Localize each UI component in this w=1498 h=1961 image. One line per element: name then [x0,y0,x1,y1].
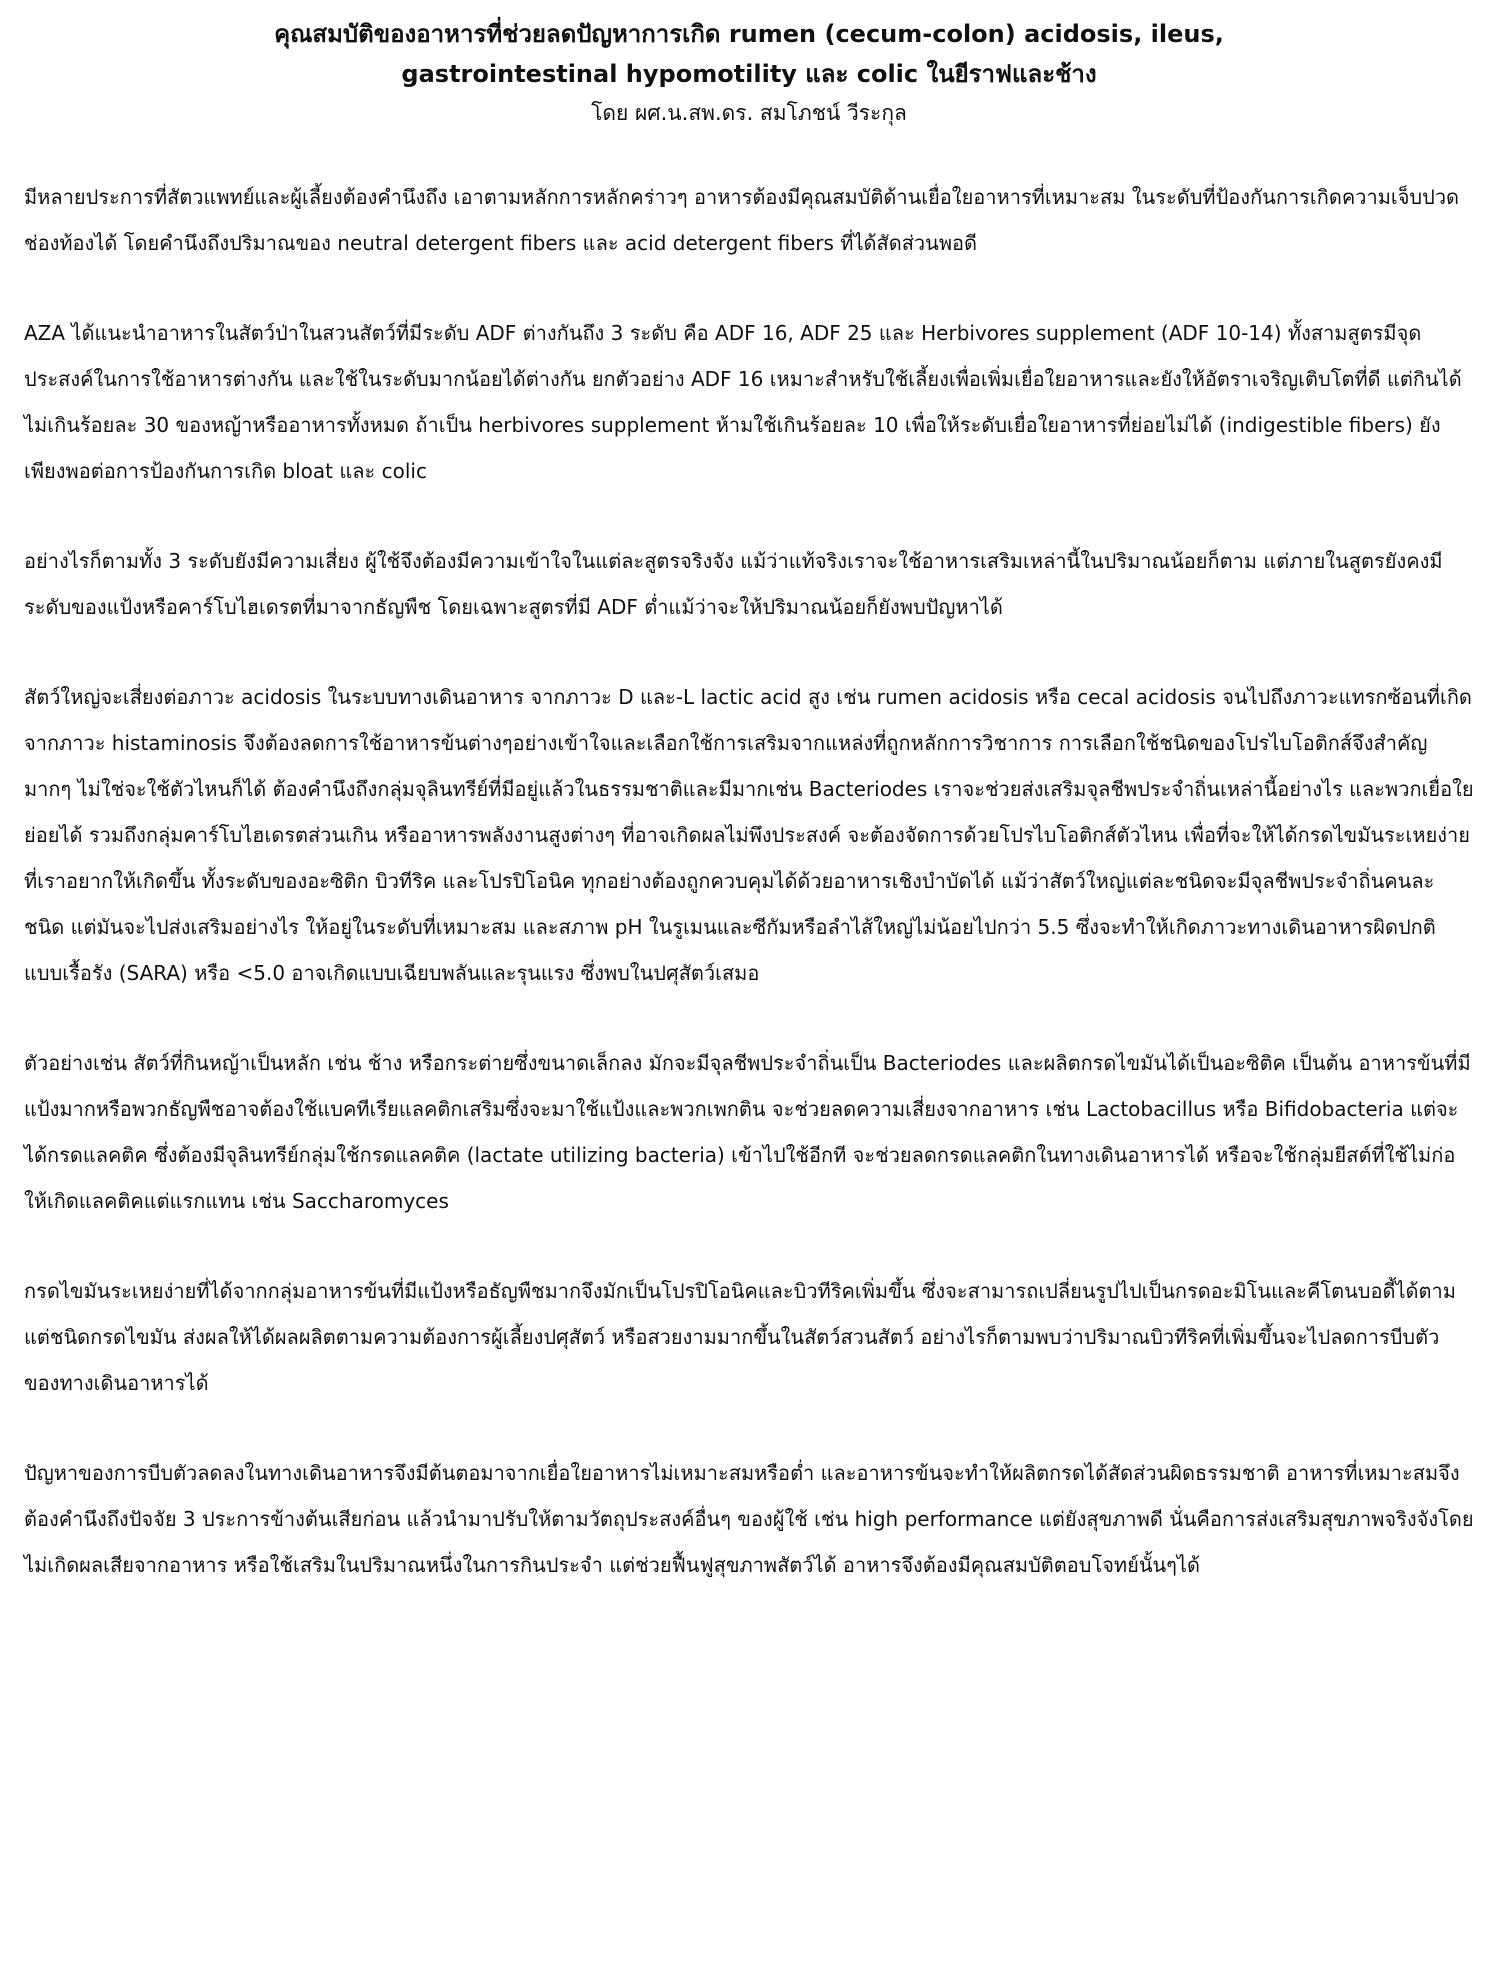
title-line-2: gastrointestinal hypomotility และ colic ในยีราฟและช้าง [401,60,1097,88]
paragraph-3: อย่างไรก็ตามทั้ง 3 ระดับยังมีความเสี่ยง ผู้ใช้จึงต้องมีความเข้าใจในแต่ละสูตรจริงจัง แม้ว่าแท้จริงเราจะใช้อาหารเสริมเหล่านี้ในปริมาณน้อยก็ตาม แต่ภายในสูตรยังคงมีระดับของแป้งหรือคาร์โบไฮเดรตที่มาจากธัญพืช โดยเฉพาะสูตรที่มี ADF ต่ำแม้ว่าจะให้ปริมาณน้อยก็ยังพบปัญหาได้ [24,549,1443,619]
document-body [24,174,1474,1588]
author-byline: โดย ผศ.น.สพ.ดร. สมโภชน์ วีระกุล [591,101,907,125]
document-header [24,14,1474,130]
paragraph-1: มีหลายประการที่สัตวแพทย์และผู้เลี้ยงต้องคำนึงถึง เอาตามหลักการหลักคร่าวๆ อาหารต้องมีคุณสมบัติด้านเยื่อใยอาหารที่เหมาะสม ในระดับที่ป้องกันการเกิดความเจ็บปวดช่องท้องได้ โดยคำนึงถึงปริมาณของ neutral detergent fibers และ acid detergent fibers ที่ได้สัดส่วนพอดี [24,185,1460,255]
paragraph-7: ปัญหาของการบีบตัวลดลงในทางเดินอาหารจึงมีต้นตอมาจากเยื่อใยอาหารไม่เหมาะสมหรือต่ำ และอาหารข้นจะทำให้ผลิตกรดได้สัดส่วนผิดธรรมชาติ อาหารที่เหมาะสมจึงต้องคำนึงถึงปัจจัย 3 ประการข้างต้นเสียก่อน แล้วนำมาปรับให้ตามวัตถุประสงค์อื่นๆ ของผู้ใช้ เช่น high performance แต่ยังสุขภาพดี นั่นคือการส่งเสริมสุขภาพจริงจังโดยไม่เกิดผลเสียจากอาหาร หรือใช้เสริมในปริมาณหนึ่งในการกินประจำ แต่ช่วยฟื้นฟูสุขภาพสัตว์ได้ อาหารจึงต้องมีคุณสมบัติตอบโจทย์นั้นๆได้ [24,1461,1474,1577]
paragraph-6: กรดไขมันระเหยง่ายที่ได้จากกลุ่มอาหารข้นที่มีแป้งหรือธัญพืชมากจึงมักเป็นโปรปิโอนิคและบิวทีริคเพิ่มขึ้น ซึ่งจะสามารถเปลี่ยนรูปไปเป็นกรดอะมิโนและคีโตนบอดี้ได้ตามแต่ชนิดกรดไขมัน ส่งผลให้ได้ผลผลิตตามความต้องการผู้เลี้ยงปศุสัตว์ หรือสวยงามมากขึ้นในสัตว์สวนสัตว์ อย่างไรก็ตามพบว่าปริมาณบิวทีริคที่เพิ่มขึ้นจะไปลดการบีบตัวของทางเดินอาหารได้ [24,1279,1456,1395]
title-line-1: คุณสมบัติของอาหารที่ช่วยลดปัญหาการเกิด rumen (cecum-colon) acidosis, ileus, [274,20,1224,48]
paragraph-4: สัตว์ใหญ่จะเสี่ยงต่อภาวะ acidosis ในระบบทางเดินอาหาร จากภาวะ D และ-L lactic acid สูง เช่น rumen acidosis หรือ cecal acidosis จนไปถึงภาวะแทรกซ้อนที่เกิดจากภาวะ histaminosis จึงต้องลดการใช้อาหารข้นต่างๆอย่างเข้าใจและเลือกใช้การเสริมจากแหล่งที่ถูกหลักการวิชาการ การเลือกใช้ชนิดของโปรไบโอติกส์จึงสำคัญมากๆ ไม่ใช่จะใช้ตัวไหนก็ได้ ต้องคำนึงถึงกลุ่มจุลินทรีย์ที่มีอยู่แล้วในธรรมชาติและมีมากเช่น Bacteriodes เราจะช่วยส่งเสริมจุลชีพประจำถิ่นเหล่านี้อย่างไร และพวกเยื่อใยย่อยได้ รวมถึงกลุ่มคาร์โบไฮเดรตส่วนเกิน หรืออาหารพลังงานสูงต่างๆ ที่อาจเกิดผลไม่พึงประสงค์ จะต้องจัดการด้วยโปรไบโอติกส์ตัวไหน เพื่อที่จะให้ได้กรดไขมันระเหยง่ายที่เราอยากให้เกิดขึ้น ทั้งระดับของอะซิติก บิวทีริค และโปรปิโอนิค ทุกอย่างต้องถูกควบคุมได้ด้วยอาหารเชิงบำบัดได้ แม้ว่าสัตว์ใหญ่แต่ละชนิดจะมีจุลชีพประจำถิ่นคนละชนิด แต่มันจะไปส่งเสริมอย่างไร ให้อยู่ในระดับที่เหมาะสม และสภาพ pH ในรูเมนและซีกัมหรือลำไส้ใหญ่ไม่น้อยไปกว่า 5.5 ซึ่งจะทำให้เกิดภาวะทางเดินอาหารผิดปกติแบบเรื้อรัง (SARA) หรือ <5.0 อาจเกิดแบบเฉียบพลันและรุนแรง ซึ่งพบในปศุสัตว์เสมอ [24,685,1474,985]
paragraph-5: ตัวอย่างเช่น สัตว์ที่กินหญ้าเป็นหลัก เช่น ช้าง หรือกระต่ายซึ่งขนาดเล็กลง มักจะมีจุลชีพประจำถิ่นเป็น Bacteriodes และผลิตกรดไขมันได้เป็นอะซิติค เป็นต้น อาหารข้นที่มีแป้งมากหรือพวกธัญพืชอาจต้องใช้แบคทีเรียแลคติกเสริมซึ่งจะมาใช้แป้งและพวกเพกติน จะช่วยลดความเสี่ยงจากอาหาร เช่น Lactobacillus หรือ Bifidobacteria แต่จะได้กรดแลคติค ซึ่งต้องมีจุลินทรีย์กลุ่มใช้กรดแลคติค (lactate utilizing bacteria) เข้าไปใช้อีกที จะช่วยลดกรดแลคติกในทางเดินอาหารได้ หรือจะใช้กลุ่มยีสต์ที่ใช้ไม่ก่อให้เกิดแลคติคแต่แรกแทน เช่น Saccharomyces [24,1051,1471,1213]
paragraph-2: AZA ได้แนะนำอาหารในสัตว์ป่าในสวนสัตว์ที่มีระดับ ADF ต่างกันถึง 3 ระดับ คือ ADF 16, ADF 25 และ Herbivores supplement (ADF 10-14) ทั้งสามสูตรมีจุดประสงค์ในการใช้อาหารต่างกัน และใช้ในระดับมากน้อยได้ต่างกัน ยกตัวอย่าง ADF 16 เหมาะสำหรับใช้เลี้ยงเพื่อเพิ่มเยื่อใยอาหารและยังให้อัตราเจริญเติบโตที่ดี แต่กินได้ไม่เกินร้อยละ 30 ของหญ้าหรืออาหารทั้งหมด ถ้าเป็น herbivores supplement ห้ามใช้เกินร้อยละ 10 เพื่อให้ระดับเยื่อใยอาหารที่ย่อยไม่ได้ (indigestible fibers) ยังเพียงพอต่อการป้องกันการเกิด bloat และ colic [24,321,1462,483]
